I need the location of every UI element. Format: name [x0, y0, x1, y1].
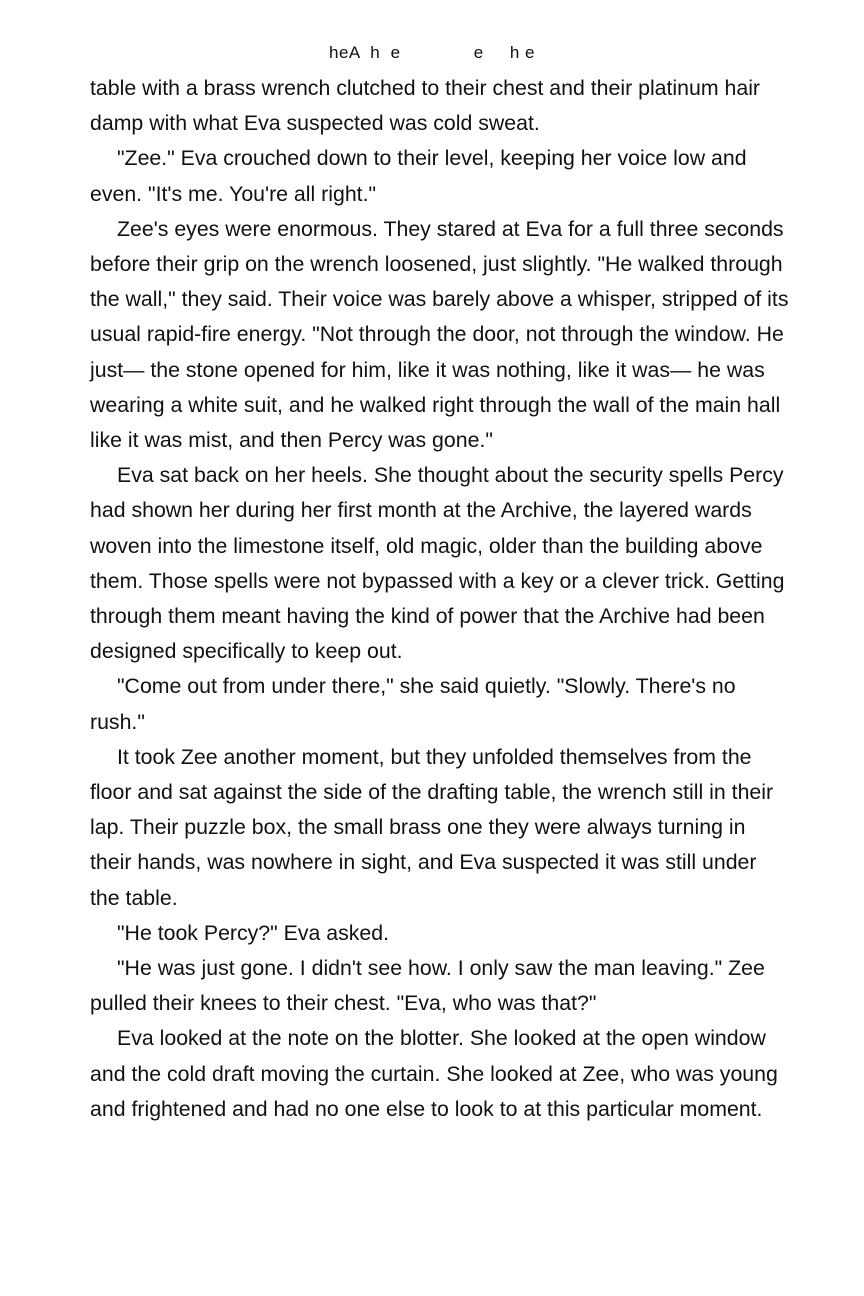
paragraph: "He was just gone. I didn't see how. I only saw the man leaving." Zee pulled their knees to their chest. "Eva, who was that?"	[90, 956, 765, 1016]
paragraph: "Come out from under there," she said quietly. "Slowly. There's no rush."	[90, 674, 736, 734]
paragraph-continued: table with a brass wrench clutched to their chest and their platinum hair damp with what Eva suspected was cold sweat.	[90, 76, 761, 136]
paragraph: "He took Percy?" Eva asked.	[117, 920, 389, 945]
paragraph: "Zee." Eva crouched down to their level, keeping her voice low and even. "It's me. You're all right."	[90, 146, 747, 206]
body-text	[90, 71, 790, 1127]
paragraph: Eva looked at the note on the blotter. She looked at the open window and the cold draft moving the curtain. She looked at Zee, who was young and frightened and had no one else to look to at this particular moment.	[90, 1026, 778, 1121]
paragraph: Eva sat back on her heels. She thought about the security spells Percy had shown her during her first month at the Archive, the layered wards woven into the limestone itself, old magic, older than the building above them. Those spells were not bypassed with a key or a clever trick. Getting through them meant having the kind of power that the Archive had been designed specifically to keep out.	[90, 463, 785, 664]
paragraph: Zee's eyes were enormous. They stared at Eva for a full three seconds before their grip on the wrench loosened, just slightly. "He walked through the wall," they said. Their voice was barely above a whisper, stripped of its usual rapid-fire energy. "Not through the door, not through the window. He just— the stone opened for him, like it was nothing, like it was— he was wearing a white suit, and he walked right through the wall of the main hall like it was mist, and then Percy was gone."	[90, 216, 789, 453]
running-header: heA h e e h e	[329, 43, 535, 62]
paragraph: It took Zee another moment, but they unfolded themselves from the floor and sat against the side of the drafting table, the wrench still in their lap. Their puzzle box, the small brass one they were always turning in their hands, was nowhere in sight, and Eva suspected it was still under the table.	[90, 744, 774, 910]
